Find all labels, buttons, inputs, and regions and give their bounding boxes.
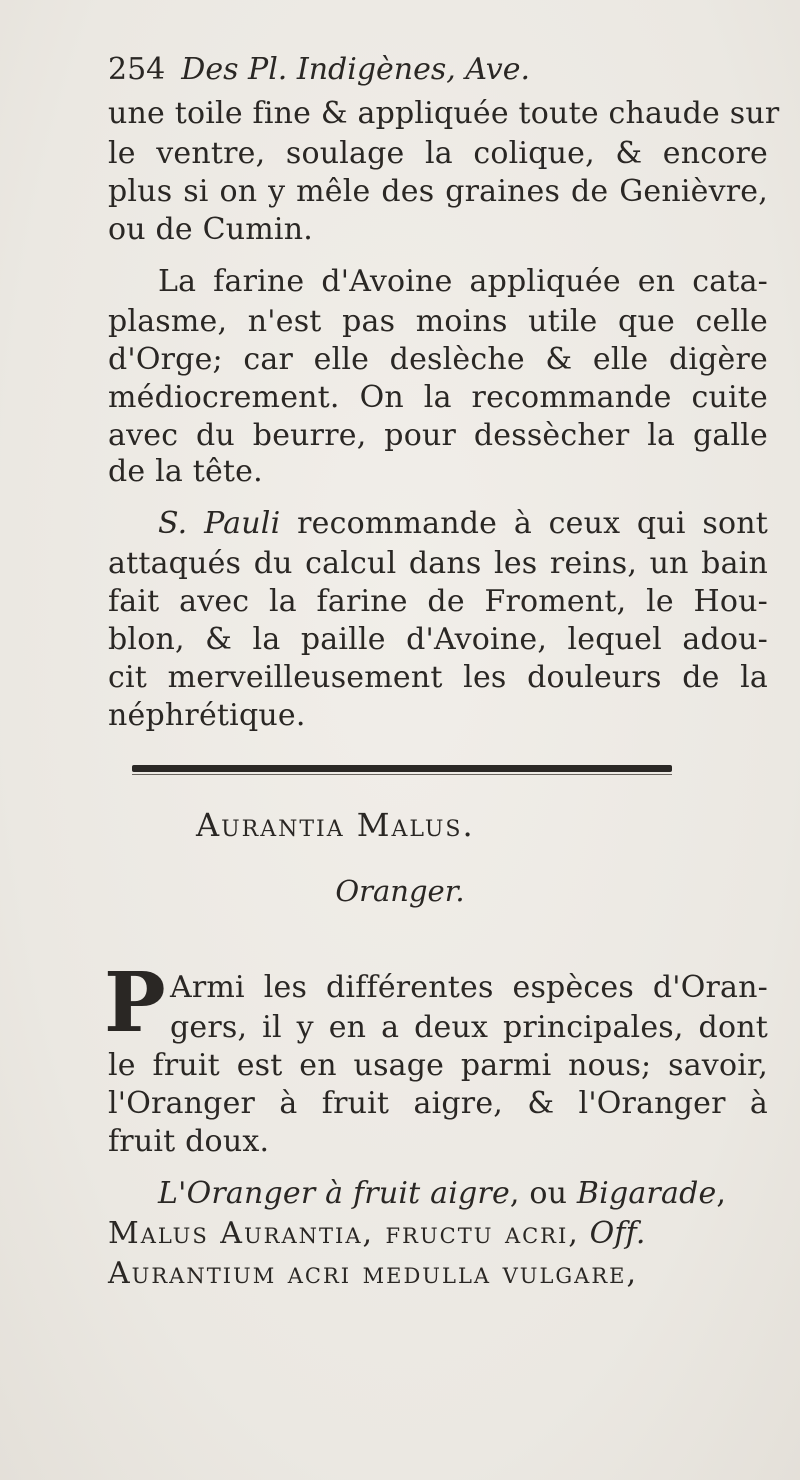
text-line: une toile fine & appliquée toute chaude sur [108, 96, 780, 131]
text-line: d'Orge; car elle deslèche & elle digère [108, 342, 768, 377]
text-line: l'Oranger à fruit aigre, & l'Oranger à [108, 1086, 768, 1121]
text-line: gers, il y en a deux principales, dont [170, 1010, 768, 1045]
latin-name: Aurantium acri medulla vulgare, [108, 1256, 639, 1291]
text-line [158, 1176, 768, 1212]
text-span: , [716, 1176, 727, 1211]
section-title: Aurantia Malus. [196, 806, 475, 844]
section-divider [132, 765, 672, 772]
text-span: , ou [509, 1176, 577, 1211]
text-line: fruit doux. [108, 1124, 270, 1159]
common-name-alt: Bigarade [576, 1176, 717, 1211]
section-subtitle: Oranger. [335, 874, 465, 908]
running-header [108, 52, 708, 87]
page-number: 254 [108, 52, 166, 87]
text-line: cit merveilleusement les douleurs de la [108, 660, 768, 695]
common-name: L'Oranger à fruit aigre [158, 1176, 510, 1211]
text-line: de la tête. [108, 454, 263, 489]
text-line: néphrétique. [108, 698, 306, 733]
running-title: Des Pl. Indigènes, Ave. [181, 52, 531, 87]
text-line: blon, & la paille d'Avoine, lequel adou- [108, 622, 768, 657]
drop-cap: P [104, 955, 166, 1051]
text-line: médiocrement. On la recommande cuite [108, 380, 768, 415]
text-span: recommande à ceux qui sont [297, 506, 768, 541]
text-line: ou de Cumin. [108, 212, 313, 247]
text-line: attaqués du calcul dans les reins, un bain [108, 546, 768, 581]
text-line [108, 1256, 768, 1292]
text-line [108, 1216, 768, 1252]
text-line: fait avec la farine de Froment, le Hou- [108, 584, 768, 619]
author-name: S. Pauli [158, 506, 281, 541]
text-line [158, 506, 768, 542]
text-line: le ventre, soulage la colique, & encore [108, 136, 768, 171]
text-line: La farine d'Avoine appliquée en cata- [158, 264, 768, 299]
latin-name: Malus Aurantia, fructu acri, [108, 1216, 580, 1251]
text-line: plasme, n'est pas moins utile que celle [108, 304, 768, 339]
text-line: Armi les différentes espèces d'Oran- [170, 970, 768, 1005]
section-divider-thin [132, 774, 672, 775]
text-line: le fruit est en usage parmi nous; savoir, [108, 1048, 768, 1083]
text-line: plus si on y mêle des graines de Genièvre, [108, 174, 768, 209]
abbreviation: Off. [589, 1216, 646, 1251]
text-line: avec du beurre, pour dessècher la galle [108, 418, 768, 453]
